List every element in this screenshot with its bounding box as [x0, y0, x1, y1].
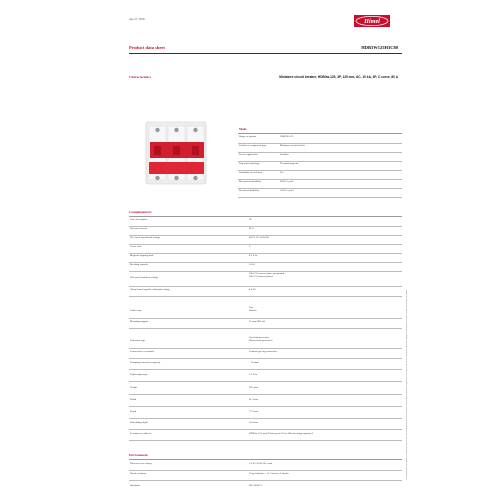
- header-divider: [129, 53, 402, 54]
- product-image: [140, 118, 212, 188]
- table-row: Connections - terminals Lonkod type lug connectors: [129, 350, 402, 359]
- table-row: [In] rated current 80 A: [129, 227, 402, 236]
- table-row: Range of product HDB3W-125: [238, 135, 402, 144]
- table-row: Poles description 3P: [129, 218, 402, 227]
- table-row: Dielectric test voltage 2.0 kV 50-60 Hz 1 min: [129, 462, 402, 471]
- table-row: Product or component type Miniature circuit breaker: [238, 144, 402, 153]
- characteristics-label: Characteristics: [129, 75, 152, 79]
- table-row: Shock resistance 30 gn (duration = 11.0 ms) for 3 shocks: [129, 472, 402, 481]
- table-row: Breaking capacity 10 kA: [129, 263, 402, 272]
- characteristics-value: Miniature circuit breaker, HDB3w-125, 3P, 125 mm, AC, 10 kA, 3P, C curve, 80 A: [279, 75, 398, 79]
- table-row: Cable entry Top Bottom: [129, 306, 402, 319]
- table-row: Electrical durability 1500 0 cycles: [238, 189, 402, 198]
- main-section-title: Main: [239, 127, 247, 131]
- table-row: Protection type Overload protection Short-circuit protection: [129, 336, 402, 349]
- table-row: [Uimp] rated impulse withstand voltage 4.0 kV: [129, 288, 402, 297]
- table-row: Depth 77.3 mm: [129, 410, 402, 419]
- table-row: Suitability for isolation Yes: [238, 171, 402, 180]
- table-row: Magnetic tripping limit 8.5 Ir In: [129, 254, 402, 263]
- table-row: [Ui] rated insulation voltage 230.0 V between phase and ground 500.0 V between phases: [129, 272, 402, 287]
- table-row: Trip unit technology Thermal-magnetic: [238, 162, 402, 171]
- sidebar-disclaimer: This documentation is not intended as a substitute for and is not to be used for determining suitability or reliability of these products for specific user applications. It is the duty of any such user or integrator to perform the appropriate and complete risk analysis, evaluation and testing of the products.: [407, 290, 408, 480]
- table-row: Curve code C: [129, 245, 402, 254]
- table-row: Embedding depth 16.0 mm: [129, 421, 402, 430]
- page-title: Product data sheet: [129, 45, 165, 50]
- table-row: Width 81.0 mm: [129, 398, 402, 407]
- table-row: E-commerce address HDB3w-125-mcb-27min-sp-to-125-a-10ka-breaking-capacity-3: [129, 432, 402, 441]
- table-row: Tightening torque 3.5 N.m: [129, 373, 402, 382]
- table-row: Mounting support 35 mm DIN rail: [129, 320, 402, 329]
- logo-text: Himel: [364, 18, 380, 26]
- complementary-section-rule: [129, 216, 402, 217]
- table-row: Height 90.5 mm: [129, 386, 402, 395]
- table-row: Clamping connection capacity ~ 50 mm²: [129, 361, 402, 370]
- environment-section-rule: [129, 459, 402, 460]
- part-number: HDB3W125H3C80: [361, 45, 398, 50]
- doc-date: Apr 27, 2020: [129, 17, 145, 21]
- complementary-section-title: Complementary: [129, 210, 152, 214]
- main-section-rule: [238, 133, 402, 134]
- himel-logo: [354, 15, 390, 27]
- table-row: [Ue] rated operational voltage 400 V AC 50-60 Hz: [129, 236, 402, 245]
- table-row: Standards IEC 60947-2: [130, 484, 262, 487]
- table-row: Mechanical durability 8500 0 cycles: [238, 180, 402, 189]
- environment-section-title: Environment: [129, 453, 148, 457]
- table-row: Device application Isolation: [238, 153, 402, 162]
